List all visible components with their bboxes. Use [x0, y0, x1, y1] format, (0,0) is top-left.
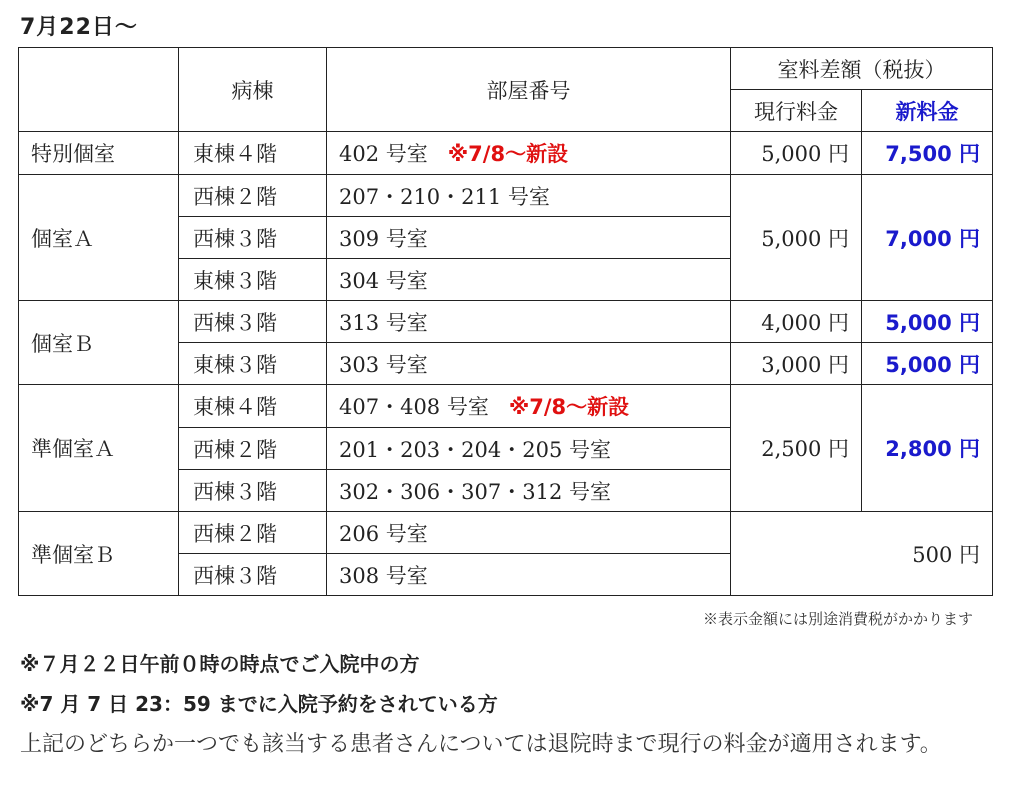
ward-cell: 東棟４階: [179, 132, 327, 175]
fee-cell: 500 円: [731, 512, 993, 596]
condition-2: ※7 月 7 日 23：59 までに入院予約をされている方: [20, 692, 498, 716]
room-cell: 313 号室: [327, 301, 731, 343]
current-fee-cell: 3,000 円: [731, 343, 862, 385]
room-type-cell: 準個室Ａ: [19, 385, 179, 512]
ward-cell: 東棟３階: [179, 259, 327, 301]
table-row: [19, 301, 993, 343]
ward-cell: 西棟３階: [179, 554, 327, 596]
room-cell: 304 号室: [327, 259, 731, 301]
room-type-cell: 特別個室: [19, 132, 179, 175]
room-fee-table: [18, 47, 993, 596]
current-fee-cell: 5,000 円: [731, 175, 862, 301]
explanation-paragraph: 上記のどちらか一つでも該当する患者さんについては退院時まで現行の料金が適用されます。: [20, 732, 942, 757]
current-fee-cell: 2,500 円: [731, 385, 862, 512]
room-cell: 302・306・307・312 号室: [327, 470, 731, 512]
table-row: [19, 385, 993, 428]
ward-cell: 東棟４階: [179, 385, 327, 428]
ward-cell: 東棟３階: [179, 343, 327, 385]
room-cell: 201・203・204・205 号室: [327, 428, 731, 470]
header-new-fee: 新料金: [862, 90, 993, 132]
room-type-cell: 個室Ｂ: [19, 301, 179, 385]
room-cell: 309 号室: [327, 217, 731, 259]
header-ward: 病棟: [179, 48, 327, 132]
condition-1: ※７月２２日午前０時の時点でご入院中の方: [20, 652, 420, 676]
current-fee-cell: 5,000 円: [731, 132, 862, 175]
room-cell: 303 号室: [327, 343, 731, 385]
current-fee-cell: 4,000 円: [731, 301, 862, 343]
new-fee-cell: 7,000 円: [862, 175, 993, 301]
room-cell: 308 号室: [327, 554, 731, 596]
room-cell: [327, 385, 731, 428]
table-row: [19, 512, 993, 554]
room-cell: 207・210・211 号室: [327, 175, 731, 217]
ward-cell: 西棟２階: [179, 512, 327, 554]
table-row: [19, 175, 993, 217]
room-number: 402 号室: [339, 142, 428, 166]
ward-cell: 西棟２階: [179, 175, 327, 217]
new-fee-cell: 2,800 円: [862, 385, 993, 512]
header-fee-group: 室料差額（税抜）: [731, 48, 993, 90]
table-row: [19, 132, 993, 175]
ward-cell: 西棟３階: [179, 470, 327, 512]
ward-cell: 西棟３階: [179, 217, 327, 259]
new-fee-cell: 7,500 円: [862, 132, 993, 175]
new-room-note: ※7/8～新設: [508, 395, 630, 419]
header-current-fee: 現行料金: [731, 90, 862, 132]
new-fee-cell: 5,000 円: [862, 301, 993, 343]
ward-cell: 西棟２階: [179, 428, 327, 470]
header-room-number: 部屋番号: [327, 48, 731, 132]
room-cell: [327, 132, 731, 175]
room-number: 407・408 号室: [339, 395, 489, 419]
room-type-cell: 準個室Ｂ: [19, 512, 179, 596]
new-fee-cell: 5,000 円: [862, 343, 993, 385]
page-heading: 7月22日～: [20, 15, 138, 40]
room-type-cell: 個室Ａ: [19, 175, 179, 301]
new-room-note: ※7/8～新設: [447, 142, 569, 166]
ward-cell: 西棟３階: [179, 301, 327, 343]
tax-note: ※表示金額には別途消費税がかかります: [702, 610, 973, 628]
header-room-type: [19, 48, 179, 132]
room-cell: 206 号室: [327, 512, 731, 554]
